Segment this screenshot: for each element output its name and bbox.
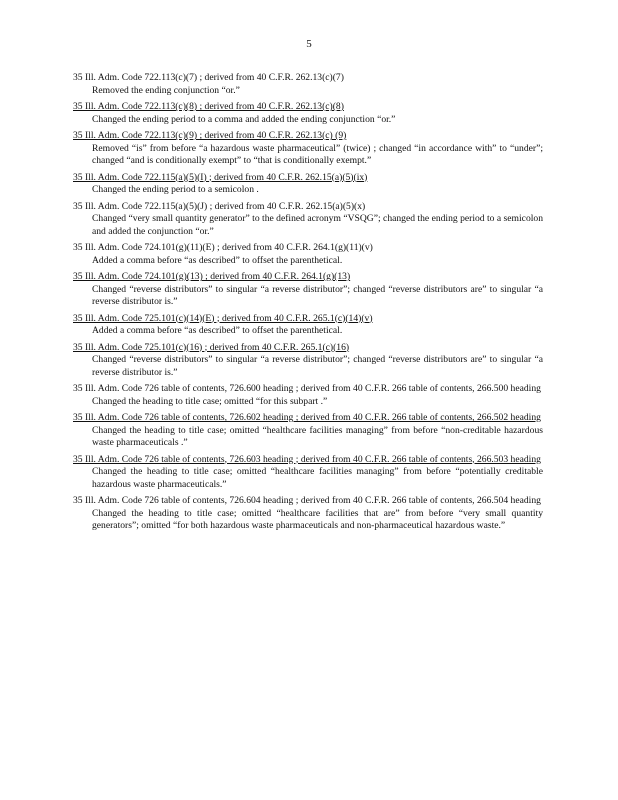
citation: 35 Ill. Adm. Code 726 table of contents, 726.600 heading ; derived from 40 C.F.R. 266 table of contents, 266.500 heading (73, 383, 541, 394)
citation: 35 Ill. Adm. Code 722.113(c)(8) ; derived from 40 C.F.R. 262.13(c)(8) (73, 101, 344, 112)
list-item (73, 201, 543, 239)
citation: 35 Ill. Adm. Code 726 table of contents, 726.603 heading ; derived from 40 C.F.R. 266 table of contents, 266.503 heading (73, 453, 541, 465)
list-item (73, 172, 543, 197)
list-item (73, 313, 543, 338)
list-item (73, 495, 543, 533)
description: Changed the ending period to a semicolon . (92, 184, 259, 195)
list-item (73, 342, 543, 380)
citation: 35 Ill. Adm. Code 725.101(c)(16) ; derived from 40 C.F.R. 265.1(c)(16) (73, 341, 350, 353)
description: Changed the heading to title case; omitted “healthcare facilities that are” from before “very small quantity generators”; omitted “for both hazardous waste pharmaceuticals and non-pharmaceutical hazardous waste.” (92, 507, 543, 531)
description: Added a comma before “as described” to offset the parenthetical. (92, 254, 343, 266)
change-list (73, 72, 543, 537)
description: Changed “reverse distributors” to singular “a reverse distributor”; changed “reverse distributors are” to singular “a reverse distributor is.” (92, 354, 543, 378)
citation: 35 Ill. Adm. Code 722.115(a)(5)(J) ; derived from 40 C.F.R. 262.15(a)(5)(x) (73, 200, 366, 212)
description: Changed the heading to title case; omitted “healthcare facilities managing” from before “non-creditable hazardous waste pharmaceuticals .” (92, 424, 543, 448)
description: Removed the ending conjunction “or.” (92, 84, 240, 96)
list-item (73, 412, 543, 450)
list-item (73, 72, 543, 97)
description: Changed the heading to title case; omitted “healthcare facilities managing” from before “potentially creditable hazardous waste pharmaceuticals.” (92, 466, 543, 490)
description: Added a comma before “as described” to offset the parenthetical. (92, 325, 343, 336)
description: Changed the ending period to a comma and added the ending conjunction “or.” (92, 113, 396, 125)
description: Changed the heading to title case; omitted “for this subpart .” (92, 395, 328, 407)
citation: 35 Ill. Adm. Code 724.101(g)(13) ; derived from 40 C.F.R. 264.1(g)(13) (73, 271, 351, 282)
list-item (73, 242, 543, 267)
citation: 35 Ill. Adm. Code 722.113(c)(9) ; derived from 40 C.F.R. 262.13(c) (9) (73, 130, 347, 141)
page-number: 5 (306, 38, 312, 50)
citation: 35 Ill. Adm. Code 722.115(a)(5)(I) ; derived from 40 C.F.R. 262.15(a)(5)(ix) (73, 171, 368, 183)
citation: 35 Ill. Adm. Code 726 table of contents, 726.602 heading ; derived from 40 C.F.R. 266 table of contents, 266.502 heading (73, 412, 541, 423)
citation: 35 Ill. Adm. Code 725.101(c)(14)(E) ; derived from 40 C.F.R. 265.1(c)(14)(v) (73, 312, 373, 324)
citation: 35 Ill. Adm. Code 724.101(g)(11)(E) ; derived from 40 C.F.R. 264.1(g)(11)(v) (73, 242, 373, 253)
citation: 35 Ill. Adm. Code 726 table of contents, 726.604 heading ; derived from 40 C.F.R. 266 table of contents, 266.504 heading (73, 495, 541, 506)
list-item (73, 383, 543, 408)
list-item (73, 271, 543, 309)
description: Removed “is” from before “a hazardous waste pharmaceutical” (twice) ; changed “in accordance with” to “under”; changed “and is conditionally exempt” to “that is conditionally exempt.” (92, 142, 543, 166)
list-item (73, 454, 543, 492)
list-item (73, 130, 543, 168)
description: Changed “reverse distributors” to singular “a reverse distributor”; changed “reverse distributors are” to singular “a reverse distributor is.” (92, 283, 543, 307)
description: Changed “very small quantity generator” to the defined acronym “VSQG”; changed the ending period to a semicolon and added the conjunction “or.” (92, 213, 543, 237)
list-item (73, 101, 543, 126)
citation: 35 Ill. Adm. Code 722.113(c)(7) ; derived from 40 C.F.R. 262.13(c)(7) (73, 72, 344, 83)
